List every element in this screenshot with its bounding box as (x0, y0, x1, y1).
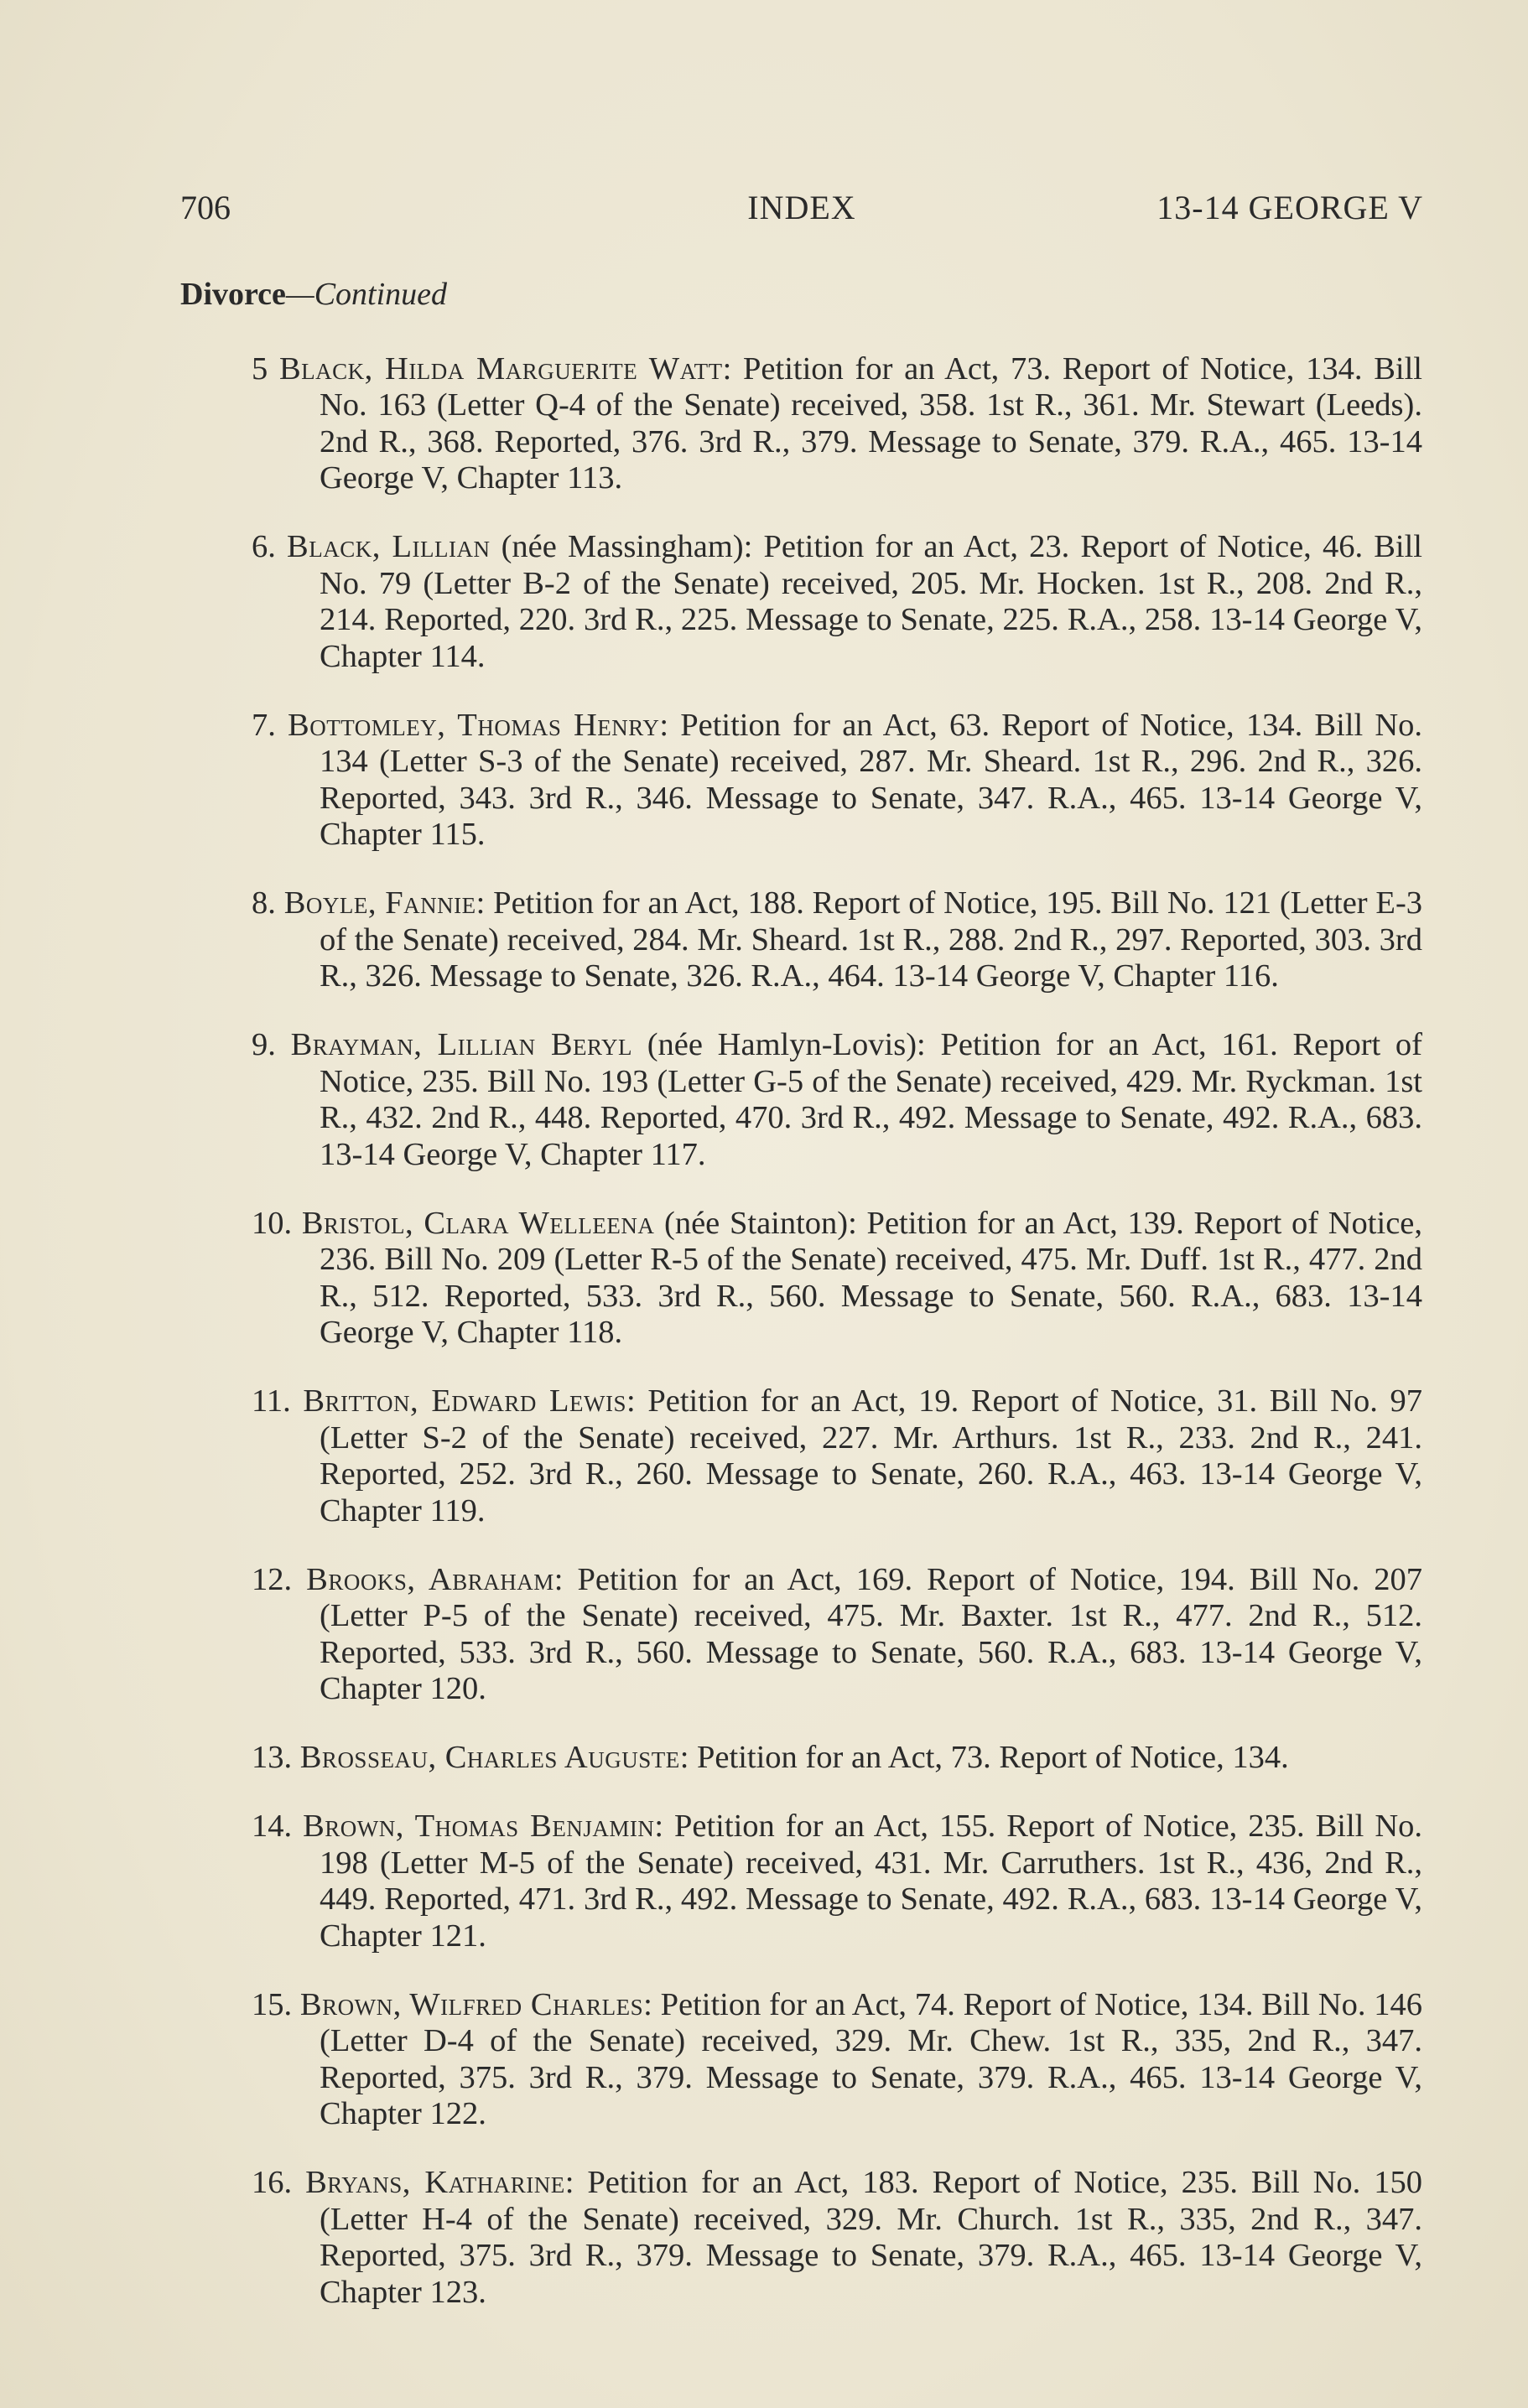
index-entry (252, 1740, 1422, 1777)
page-title: INDEX (747, 189, 856, 226)
index-entry (252, 707, 1422, 854)
entry-text: : Petition for an Act, 155. Report of Notice, 235. Bill No. 198 (Letter M-5 of the Senate) received, 431. Mr. Carruthers. 1st R., 436, 2nd R., 449. Reported, 471. 3rd R., 492. Message to Senate, 492. R.A., 683. 13-14 George V, Chapter 121. (320, 1809, 1423, 1954)
entry-text: : Petition for an Act, 73. Report of Notice, 134. (679, 1740, 1289, 1775)
entry-name: Brosseau, Charles Auguste (299, 1740, 680, 1775)
entry-text: : Petition for an Act, 183. Report of Notice, 235. Bill No. 150 (Letter H-4 of the Senate) received, 329. Mr. Church. 1st R., 335, 2nd R., 347. Reported, 375. 3rd R., 379. Message to Senate, 379. R.A., 465. 13-14 George V, Chapter 123. (320, 2165, 1423, 2310)
entry-text: : Petition for an Act, 188. Report of Notice, 195. Bill No. 121 (Letter E-3 of the Senate) received, 284. Mr. Sheard. 1st R., 288. 2nd R., 297. Reported, 303. 3rd R., 326. Message to Senate, 326. R.A., 464. 13-14 George V, Chapter 116. (320, 885, 1423, 994)
entry-number: 16. (252, 2165, 306, 2200)
entry-name: Brayman, Lillian Beryl (290, 1027, 633, 1062)
entry-name: Bryans, Katharine (305, 2165, 565, 2200)
entry-text: (née Massingham): Petition for an Act, 23. Report of Notice, 46. Bill No. 79 (Letter B-2 of the Senate) received, 205. Mr. Hocken. 1st R., 208. 2nd R., 214. Reported, 220. 3rd R., 225. Message to Senate, 225. R.A., 258. 13-14 George V, Chapter 114. (320, 529, 1422, 674)
entry-number: 10. (252, 1205, 302, 1241)
entry-name: Britton, Edward Lewis (303, 1383, 626, 1419)
entry-number: 9. (252, 1027, 291, 1062)
entry-text: (née Stainton): Petition for an Act, 139. Report of Notice, 236. Bill No. 209 (Letter R-5 of the Senate) received, 475. Mr. Duff. 1st R., 477. 2nd R., 512. Reported, 533. 3rd R., 560. Message to Senate, 560. R.A., 683. 13-14 George V, Chapter 118. (320, 1205, 1422, 1350)
index-entry (252, 1809, 1423, 1954)
index-entry (252, 1986, 1423, 2133)
entry-name: Black, Hilda Marguerite Watt (278, 350, 723, 387)
entry-number: 6. (252, 529, 288, 564)
page-number: 706 (180, 189, 231, 226)
entry-name: Brooks, Abraham (306, 1561, 554, 1597)
entry-name: Bristol, Clara Welleena (301, 1205, 655, 1241)
entry-text: : Petition for an Act, 74. Report of Notice, 134. Bill No. 146 (Letter D-4 of the Senate) received, 329. Mr. Chew. 1st R., 335, 2nd R., 347. Reported, 375. 3rd R., 379. Message to Senate, 379. R.A., 465. 13-14 George V, Chapter 122. (320, 1986, 1423, 2131)
index-entry (252, 529, 1422, 675)
entry-name: Black, Lillian (287, 529, 491, 564)
entry-name: Boyle, Fannie (283, 885, 476, 921)
entry-name: Bottomley, Thomas Henry (288, 707, 660, 743)
index-entry (252, 1027, 1423, 1173)
entry-number: 7. (252, 707, 288, 743)
section-heading (180, 275, 447, 314)
running-head (180, 183, 1423, 233)
entry-text: : Petition for an Act, 63. Report of Notice, 134. Bill No. 134 (Letter S-3 of the Senate) received, 287. Mr. Sheard. 1st R., 296. 2nd R., 326. Reported, 343. 3rd R., 346. Message to Senate, 347. R.A., 465. 13-14 George V, Chapter 115. (320, 707, 1422, 852)
entry-number: 5 (252, 350, 279, 387)
entry-number: 13. (252, 1740, 300, 1775)
entry-text: : Petition for an Act, 73. Report of Notice, 134. Bill No. 163 (Letter Q-4 of the Senate) received, 358. 1st R., 361. Mr. Stewart (Leeds). 2nd R., 368. Reported, 376. 3rd R., 379. Message to Senate, 379. R.A., 465. 13-14 George V, Chapter 113. (320, 350, 1422, 496)
index-entry (252, 1561, 1423, 1708)
entry-name: Brown, Wilfred Charles (299, 1986, 644, 2022)
entry-name: Brown, Thomas Benjamin (303, 1809, 655, 1844)
entry-number: 11. (252, 1383, 304, 1419)
index-entry (252, 1383, 1422, 1529)
index-entry (252, 885, 1423, 995)
entry-text: : Petition for an Act, 19. Report of Notice, 31. Bill No. 97 (Letter S-2 of the Senate) received, 227. Mr. Arthurs. 1st R., 233. 2nd R., 241. Reported, 252. 3rd R., 260. Message to Senate, 260. R.A., 463. 13-14 George V, Chapter 119. (320, 1383, 1422, 1528)
index-entry (252, 1205, 1422, 1352)
index-entry (252, 2165, 1423, 2311)
continued-label: —Continued (285, 277, 448, 312)
entry-list (0, 319, 1528, 2330)
entry-number: 14. (252, 1809, 304, 1844)
index-entry (252, 350, 1422, 497)
entry-text: (née Hamlyn-Lovis): Petition for an Act, 161. Report of Notice, 235. Bill No. 193 (Letter G-5 of the Senate) received, 429. Mr. Ryckman. 1st R., 432. 2nd R., 448. Reported, 470. 3rd R., 492. Message to Senate, 492. R.A., 683. 13-14 George V, Chapter 117. (320, 1027, 1423, 1172)
section-title: Divorce (180, 277, 286, 312)
entry-number: 12. (252, 1561, 307, 1597)
entry-text: : Petition for an Act, 169. Report of Notice, 194. Bill No. 207 (Letter P-5 of the Senate) received, 475. Mr. Baxter. 1st R., 477. 2nd R., 512. Reported, 533. 3rd R., 560. Message to Senate, 560. R.A., 683. 13-14 George V, Chapter 120. (320, 1561, 1423, 1706)
entry-number: 15. (252, 1986, 300, 2022)
volume-label: 13-14 GEORGE V (1156, 189, 1423, 226)
entry-number: 8. (252, 885, 284, 921)
